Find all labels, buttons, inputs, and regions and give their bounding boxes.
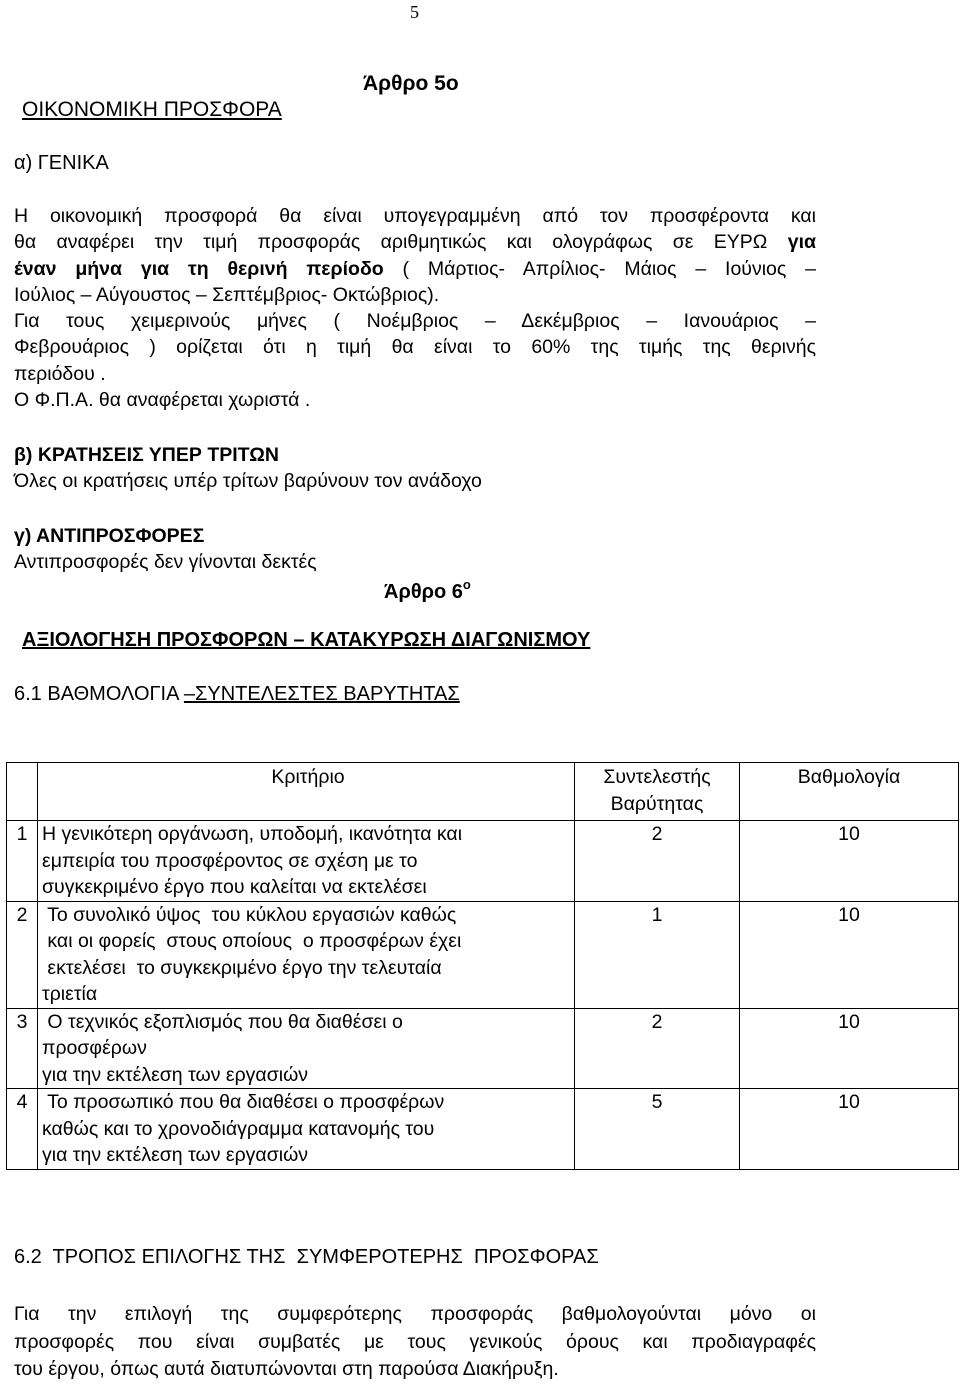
evaluation-heading: ΑΞΙΟΛΟΓΗΣΗ ΠΡΟΣΦΟΡΩΝ – ΚΑΤΑΚΥΡΩΣΗ ΔΙΑΓΩΝΙΣΜΟΥ bbox=[22, 629, 591, 651]
weight-cell: 1 bbox=[575, 901, 740, 1008]
criterion-cell: Η γενικότερη οργάνωση, υποδομή, ικανότητα και εμπειρία του προσφέροντος σε σχέση με το συγκεκριμένο έργο που καλείται να εκτελέσει bbox=[38, 821, 575, 902]
score-cell: 10 bbox=[740, 821, 959, 902]
article-5-title: Άρθρο 5ο bbox=[363, 72, 459, 95]
row-number: 1 bbox=[7, 821, 38, 902]
text-line: του έργου, όπως αυτά διατυπώνονται στη παρούσα Διακήρυξη. bbox=[14, 1358, 559, 1380]
weight-cell: 2 bbox=[575, 821, 740, 902]
general-paragraph bbox=[14, 203, 816, 413]
text-line: Ιούλιος – Αύγουστος – Σεπτέμβριος- Οκτώβριος). bbox=[14, 283, 440, 306]
table-row bbox=[7, 1008, 959, 1089]
counteroffers-section bbox=[14, 523, 816, 576]
page-number: 5 bbox=[410, 2, 419, 22]
text-line: περιόδου . bbox=[14, 362, 106, 385]
underlined-text: –ΣΥΝΤΕΛΕΣΤΕΣ ΒΑΡΥΤΗΤΑΣ bbox=[183, 683, 460, 705]
bold-text: έναν μήνα για τη θερινή περίοδο bbox=[14, 257, 384, 280]
weight-cell: 5 bbox=[575, 1089, 740, 1170]
table-header-row bbox=[7, 763, 959, 821]
table-row bbox=[7, 1089, 959, 1170]
header-score: Βαθμολογία bbox=[740, 763, 959, 821]
header-weight: Συντελεστής Βαρύτητας bbox=[575, 763, 740, 821]
row-number: 3 bbox=[7, 1008, 38, 1089]
financial-offer-heading: ΟΙΚΟΝΟΜΙΚΗ ΠΡΟΣΦΟΡΑ bbox=[22, 98, 282, 121]
score-cell: 10 bbox=[740, 901, 959, 1008]
section-6-2-title: 6.2 ΤΡΟΠΟΣ ΕΠΙΛΟΓΗΣ ΤΗΣ ΣΥΜΦΕΡΟΤΕΡΗΣ ΠΡΟΣΦΟΡΑΣ bbox=[14, 1246, 599, 1268]
text-line: Για την επιλογή της συμφερότερης προσφοράς βαθμολογούνται μόνο οι bbox=[14, 1303, 816, 1325]
text-line: Φεβρουάριος ) ορίζεται ότι η τιμή θα είναι το 60% της τιμής της θερινής bbox=[14, 336, 816, 359]
header-criterion: Κριτήριο bbox=[38, 763, 575, 821]
score-cell: 10 bbox=[740, 1008, 959, 1089]
text-line: Ο Φ.Π.Α. θα αναφέρεται χωριστά . bbox=[14, 389, 311, 412]
criterion-cell: Το συνολικό ύψος του κύκλου εργασιών καθώς και οι φορείς στους οποίους ο προσφέρων έχει εκτελέσει το συγκεκριμένο έργο την τελευταία τριετία bbox=[38, 901, 575, 1008]
section-6-1-title: 6.1 ΒΑΘΜΟΛΟΓΙΑ –ΣΥΝΤΕΛΕΣΤΕΣ ΒΑΡΥΤΗΤΑΣ bbox=[14, 683, 460, 705]
general-section-title: α) ΓΕΝΙΚΑ bbox=[14, 152, 109, 174]
deductions-text: Όλες οι κρατήσεις υπέρ τρίτων βαρύνουν τον ανάδοχο bbox=[14, 470, 482, 493]
criteria-table bbox=[6, 762, 959, 1170]
ordinal-superscript: ο bbox=[462, 577, 471, 592]
section-6-2-paragraph bbox=[14, 1301, 816, 1384]
weight-cell: 2 bbox=[575, 1008, 740, 1089]
criterion-cell: Το προσωπικό που θα διαθέσει ο προσφέρων καθώς και το χρονοδιάγραμμα κατανομής του για την εκτέλεση των εργασιών bbox=[38, 1089, 575, 1170]
row-number: 2 bbox=[7, 901, 38, 1008]
deductions-section bbox=[14, 442, 816, 495]
table-row bbox=[7, 901, 959, 1008]
counteroffers-title: γ) ΑΝΤΙΠΡΟΣΦΟΡΕΣ bbox=[14, 525, 205, 547]
score-cell: 10 bbox=[740, 1089, 959, 1170]
text-line: θα αναφέρει την τιμή προσφοράς αριθμητικώς και ολογράφως σε ΕΥΡΩ για bbox=[14, 231, 816, 254]
article-6-title: Άρθρο $6^o$ bbox=[384, 577, 471, 603]
criterion-cell: Ο τεχνικός εξοπλισμός που θα διαθέσει ο προσφέρων για την εκτέλεση των εργασιών bbox=[38, 1008, 575, 1089]
text-line: έναν μήνα για τη θερινή περίοδο ( Μάρτιος- Απρίλιος- Μάιος – Ιούνιος – bbox=[14, 257, 816, 280]
row-number: 4 bbox=[7, 1089, 38, 1170]
text-line: προσφορές που είναι συμβατές με τους γενικούς όρους και προδιαγραφές bbox=[14, 1330, 816, 1353]
header-number-cell bbox=[7, 763, 38, 821]
table-row bbox=[7, 821, 959, 902]
counteroffers-text: Αντιπροσφορές δεν γίνονται δεκτές bbox=[14, 551, 317, 574]
text-line: Η οικονομική προσφορά θα είναι υπογεγραμμένη από τον προσφέροντα και bbox=[14, 205, 816, 227]
text-line: Για τους χειμερινούς μήνες ( Νοέμβριος – Δεκέμβριος – Ιανουάριος – bbox=[14, 310, 816, 333]
bold-text: για bbox=[787, 231, 816, 254]
deductions-title: β) ΚΡΑΤΗΣΕΙΣ ΥΠΕΡ ΤΡΙΤΩΝ bbox=[14, 444, 279, 466]
